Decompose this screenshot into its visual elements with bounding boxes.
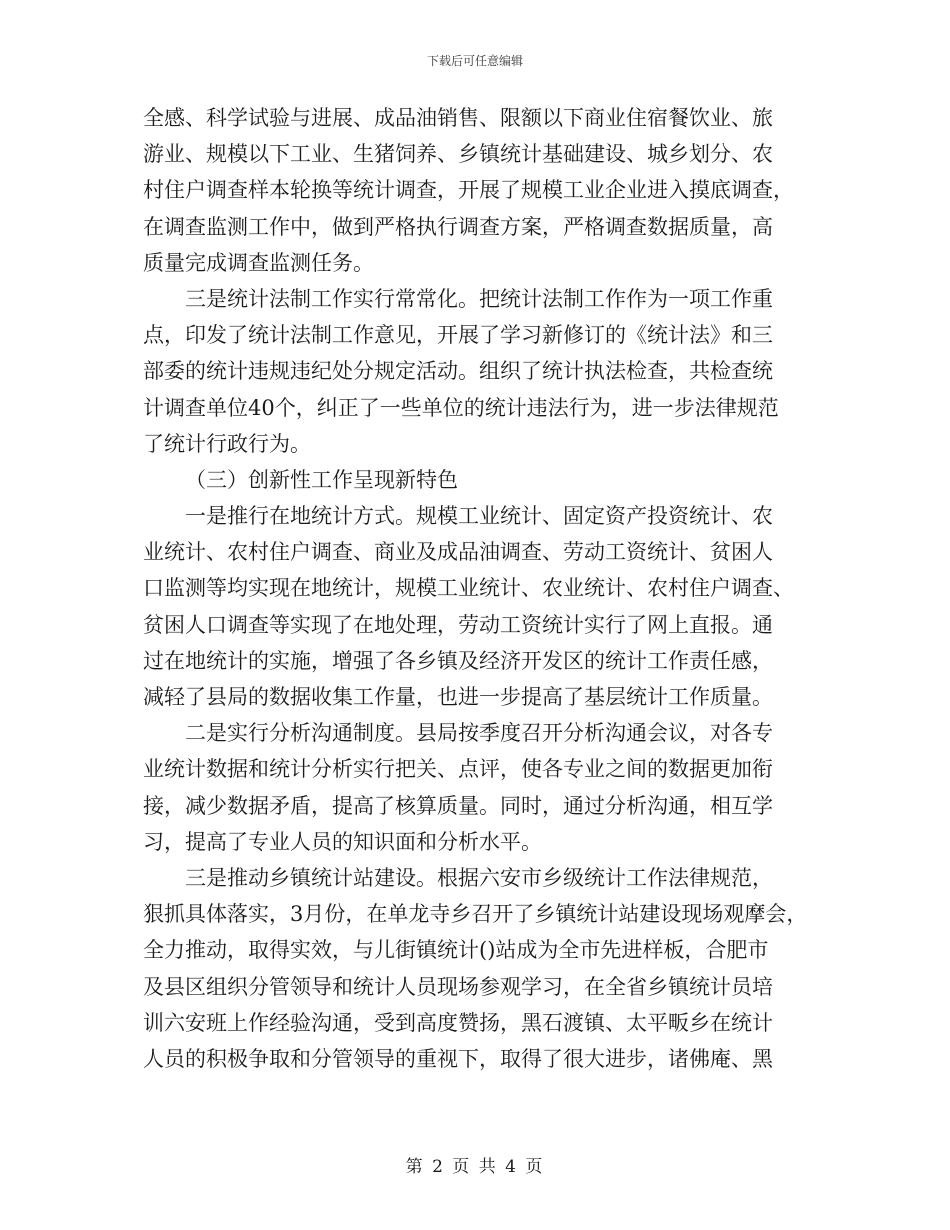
paragraph-line: 训六安班上作经验沟通，受到高度赞扬，黑石渡镇、太平畈乡在统计	[143, 1010, 773, 1035]
paragraph-line: 全力推动，取得实效，与儿街镇统计()站成为全市先进样板，合肥市	[143, 938, 769, 963]
paragraph-line: 接，减少数据矛盾，提高了核算质量。同时，通过分析沟通，相互学	[143, 793, 773, 818]
paragraph-line: 及县区组织分管领导和统计人员现场参观学习，在全省乡镇统计员培	[143, 974, 773, 999]
paragraph-line: （三）创新性工作呈现新特色	[185, 467, 458, 492]
paragraph-line: 三是统计法制工作实行常常化。把统计法制工作作为一项工作重	[185, 286, 773, 311]
paragraph-line: 质量完成调查监测任务。	[143, 250, 374, 275]
paragraph-line: 人员的积极争取和分管领导的重视下，取得了很大进步，诸佛庵、黑	[143, 1046, 773, 1071]
paragraph-line: 业统计、农村住户调查、商业及成品油调查、劳动工资统计、贫困人	[143, 540, 773, 565]
paragraph-line: 全感、科学试验与进展、成品油销售、限额以下商业住宿餐饮业、旅	[143, 106, 773, 130]
paragraph-line: 点，印发了统计法制工作意见，开展了学习新修订的《统计法》和三	[143, 323, 773, 348]
paragraph-line: 习，提高了专业人员的知识面和分析水平。	[143, 829, 542, 854]
paragraph-line: 二是实行分析沟通制度。县局按季度召开分析沟通会议，对各专	[185, 721, 773, 746]
paragraph-line: 过在地统计的实施，增强了各乡镇及经济开发区的统计工作责任感，	[143, 648, 773, 673]
paragraph-line: 了统计行政行为。	[143, 431, 311, 456]
paragraph-line: 游业、规模以下工业、生猪饲养、乡镇统计基础建设、城乡划分、农	[143, 142, 773, 167]
paragraph-line: 一是推行在地统计方式。规模工业统计、固定资产投资统计、农	[185, 504, 773, 529]
page-number-footer: 第 2 页 共 4 页	[405, 1157, 545, 1177]
paragraph-line: 减轻了县局的数据收集工作量，也进一步提高了基层统计工作质量。	[143, 685, 773, 709]
page-header-note: 下载后可任意编辑	[426, 54, 523, 68]
paragraph-line: 在调查监测工作中，做到严格执行调查方案，严格调查数据质量，高	[143, 214, 773, 239]
paragraph-line: 贫困人口调查等实现了在地处理，劳动工资统计实行了网上直报。通	[143, 612, 773, 637]
paragraph-line: 业统计数据和统计分析实行把关、点评，使各专业之间的数据更加衔	[143, 757, 773, 782]
paragraph-line: 部委的统计违规违纪处分规定活动。组织了统计执法检查，共检查统	[143, 359, 773, 384]
paragraph-line: 计调查单位40个，纠正了一些单位的统计违法行为，进一步法律规范	[143, 395, 779, 420]
paragraph-line: 三是推动乡镇统计站建设。根据六安市乡级统计工作法律规范，	[185, 865, 773, 890]
paragraph-line: 村住户调查样本轮换等统计调查，开展了规模工业企业进入摸底调查，	[143, 178, 794, 203]
paragraph-line: 狠抓具体落实，3月份，在单龙寺乡召开了乡镇统计站建设现场观摩会，	[143, 902, 808, 927]
paragraph-line: 口监测等均实现在地统计，规模工业统计、农业统计、农村住户调查、	[143, 576, 794, 601]
document-body	[143, 100, 808, 1077]
